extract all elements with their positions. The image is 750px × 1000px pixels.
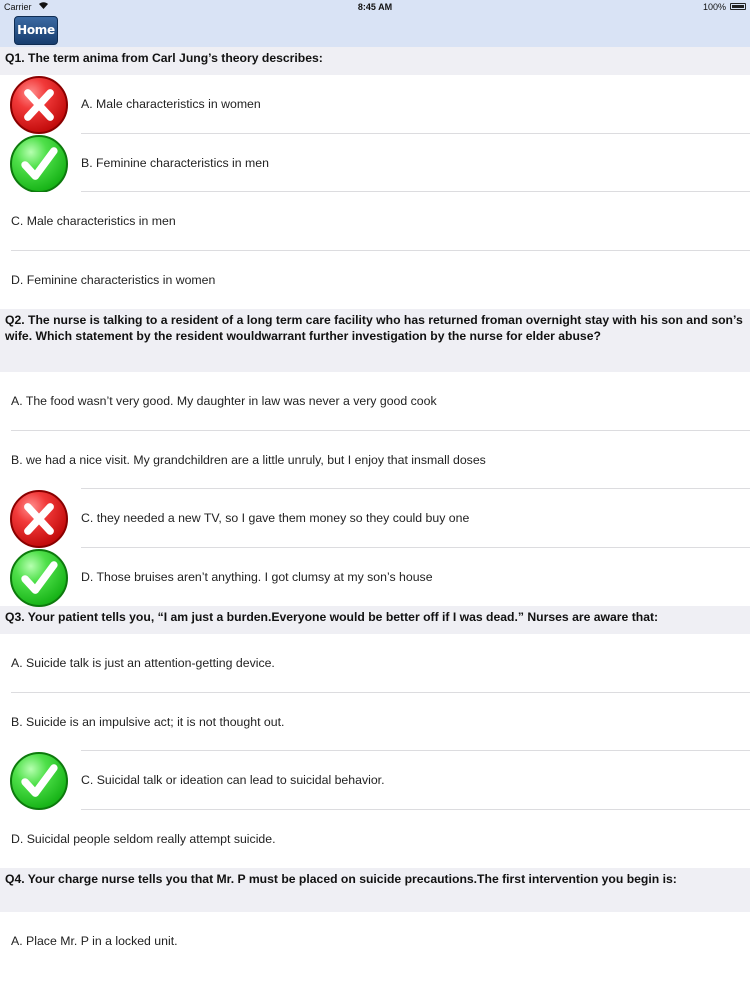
answer-option[interactable] [0,251,750,310]
answer-text: B. Suicide is an impulsive act; it is not thought out. [11,714,285,729]
answer-option[interactable] [0,751,750,810]
battery-icon [730,3,746,10]
correct-answer-icon [10,549,68,607]
answer-text: C. they needed a new TV, so I gave them money so they could buy one [81,511,470,526]
answer-option[interactable] [0,75,750,134]
answer-option[interactable] [0,134,750,193]
status-bar [0,0,750,15]
question-3: Q3. Your patient tells you, “I am just a burden.Everyone would be better off if I was dead.” Nurses are aware that: [0,606,750,634]
answer-text: A. Male characteristics in women [81,97,261,112]
answer-option[interactable] [0,634,750,693]
answer-option[interactable] [0,548,750,607]
answer-option[interactable] [0,192,750,251]
battery-percent: 100% [702,2,726,12]
nav-bar [0,15,750,47]
answer-option[interactable] [0,693,750,752]
wrong-answer-icon [10,76,68,134]
status-time: 8:45 AM [357,2,393,12]
answer-option[interactable] [0,810,750,869]
correct-answer-icon [10,135,68,193]
question-4: Q4. Your charge nurse tells you that Mr. P must be placed on suicide precautions.The first intervention you begin is: [0,868,750,912]
correct-answer-icon [10,752,68,810]
answer-text: B. we had a nice visit. My grandchildren are a little unruly, but I enjoy that insmall doses [11,452,486,467]
answer-text: D. Those bruises aren’t anything. I got clumsy at my son’s house [81,569,433,584]
answer-option[interactable] [0,431,750,490]
quiz-list [0,47,750,971]
answer-text: A. Suicide talk is just an attention-getting device. [11,656,275,671]
home-button[interactable]: Home [14,16,58,45]
answer-option[interactable] [0,489,750,548]
answer-text: D. Feminine characteristics in women [11,272,216,287]
carrier-label: Carrier [4,2,32,12]
question-2: Q2. The nurse is talking to a resident of a long term care facility who has returned froman overnight stay with his son and son’s wife. Which statement by the resident wouldwarrant further investigation by the nurse for elder abuse? [0,309,750,372]
answer-text: A. The food wasn’t very good. My daughter in law was never a very good cook [11,394,437,409]
answer-text: D. Suicidal people seldom really attempt suicide. [11,831,276,846]
answer-text: C. Male characteristics in men [11,214,176,229]
question-1: Q1. The term anima from Carl Jung’s theory describes: [0,47,750,75]
answer-option[interactable] [0,372,750,431]
answer-text: A. Place Mr. P in a locked unit. [11,934,178,949]
answer-text: C. Suicidal talk or ideation can lead to suicidal behavior. [81,773,385,788]
answer-text: B. Feminine characteristics in men [81,155,269,170]
wrong-answer-icon [10,490,68,548]
answer-option[interactable] [0,912,750,971]
